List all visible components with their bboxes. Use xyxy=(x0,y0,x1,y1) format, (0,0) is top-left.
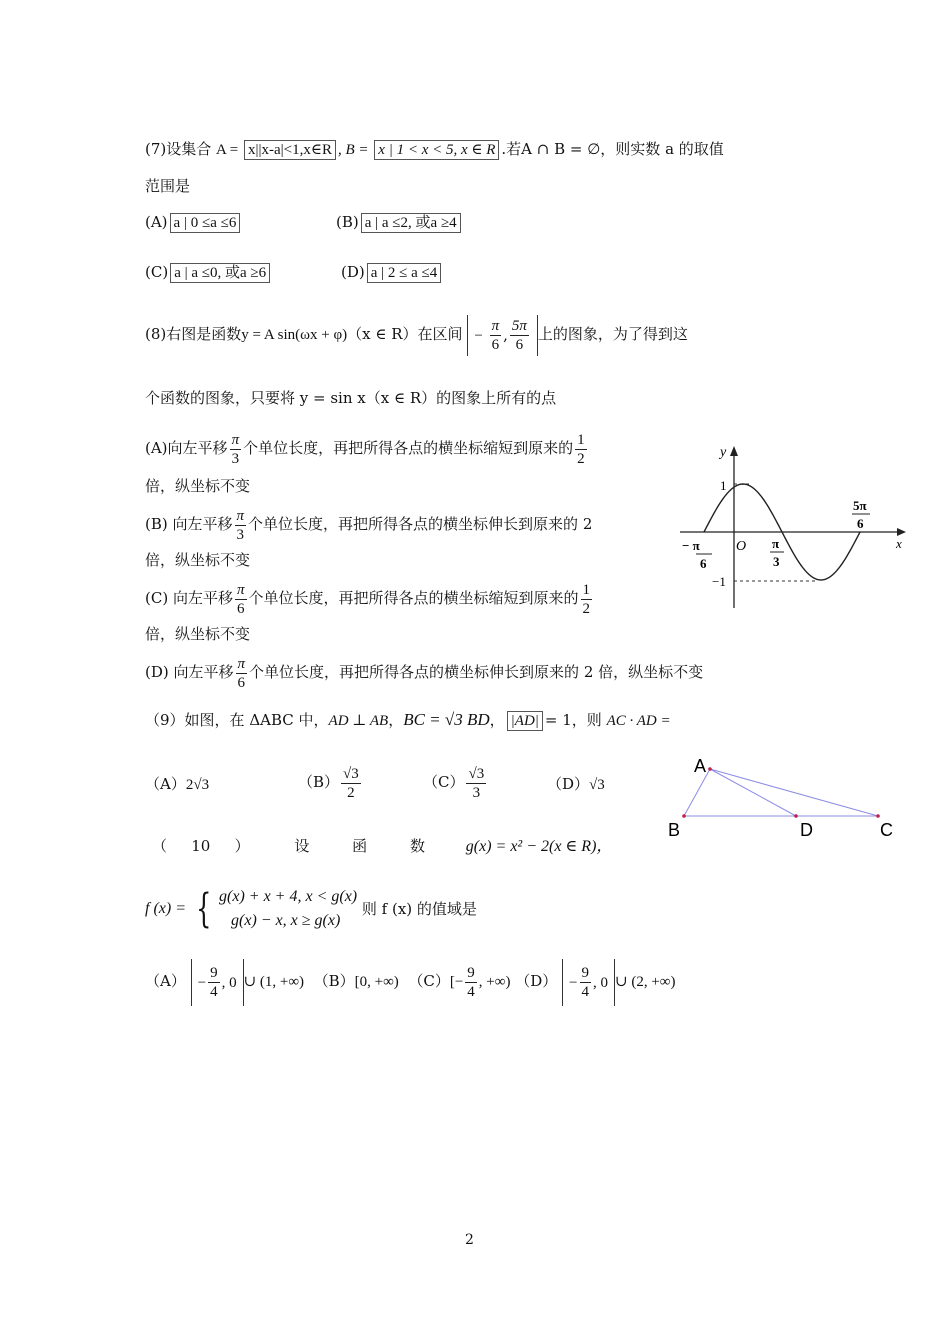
q10-option-a-union: ∪ (1, +∞) xyxy=(243,974,305,990)
triangle-figure xyxy=(664,752,904,844)
label-d: D xyxy=(800,820,813,840)
y-axis-arrow-icon xyxy=(730,446,738,456)
q10-stem xyxy=(152,836,612,857)
q10-word-2: 函 xyxy=(352,837,368,855)
q9-ask: AC · AD = xyxy=(606,713,671,729)
q8-option-c-shift: $\frac{\pi}{6}$ xyxy=(236,581,245,617)
label-a: A xyxy=(694,756,707,776)
q9-option-b xyxy=(298,762,363,802)
q8-option-a-pre: 向左平移 xyxy=(167,439,228,457)
q9-cond-bc: BC = √3 BD xyxy=(403,710,490,729)
q10-option-a-interval: − $\frac{9}{4}$ , 0 xyxy=(191,959,244,1006)
q10-f-definition xyxy=(145,880,477,937)
point-c xyxy=(876,814,880,818)
point-b xyxy=(682,814,686,818)
q7-option-c-set: a | a ≤0, 或a ≥6 xyxy=(170,263,270,283)
q9-cond-perp: AD ⊥ AB xyxy=(328,713,389,729)
q10-paren-right: ） xyxy=(234,837,250,855)
q7-stem-line2: 范围是 xyxy=(145,177,191,195)
q8-option-b-tail: 倍，纵坐标不变 xyxy=(145,551,251,569)
q9-option-a-value: 2√3 xyxy=(185,777,210,793)
q10-paren-left: （ xyxy=(152,837,168,855)
q7-stem xyxy=(145,139,724,160)
q10-piece-1: g(x) + x + 4, x < g(x) xyxy=(219,888,358,905)
point-a xyxy=(708,767,712,771)
q9-option-d-label: （D） xyxy=(547,775,590,793)
q8-option-a-label: (A) xyxy=(145,439,168,457)
tick-pi3-num: π xyxy=(772,536,780,551)
q10-g-definition: g(x) = x² − 2(x ∈ R)， xyxy=(465,838,613,855)
q9-option-d-value: √3 xyxy=(589,777,605,793)
q10-ask: 则 f (x) 的值域是 xyxy=(361,900,477,918)
y-axis-label: y xyxy=(720,445,727,460)
q7-set-a-label: A = xyxy=(216,142,243,158)
x-axis-label: x xyxy=(896,536,902,551)
q10-option-a-label: （A） xyxy=(145,972,186,990)
sine-graph-figure xyxy=(676,438,912,614)
q10-f-lhs: f (x) = xyxy=(145,900,186,917)
label-b: B xyxy=(668,820,681,840)
q10-number: 10 xyxy=(191,837,211,855)
q8-domain: （x ∈ R）在区间 xyxy=(347,325,463,343)
q9-option-d xyxy=(547,764,605,805)
q9-cond-ad: |AD| xyxy=(507,711,543,731)
q7-number: (7) xyxy=(145,140,167,158)
q10-word-1: 设 xyxy=(294,837,310,855)
q10-option-c-label: （C） xyxy=(408,972,450,990)
q8-option-b xyxy=(145,504,592,544)
q10-option-c-post: , +∞) xyxy=(478,974,511,990)
segment-ad xyxy=(710,769,796,816)
q7-option-d-label: (D) xyxy=(341,263,365,281)
q10-option-b-value: [0, +∞) xyxy=(354,974,399,990)
q10-brace: { xyxy=(195,886,212,932)
q8-option-d xyxy=(145,652,703,692)
q8-option-b-pre: 向左平移 xyxy=(172,515,233,533)
q9-option-b-label: （B） xyxy=(298,773,340,791)
q7-option-a xyxy=(145,212,242,233)
point-d xyxy=(794,814,798,818)
q8-option-c-half: $\frac{1}{2}$ xyxy=(582,581,591,617)
tick-neg-pi6-num: − π xyxy=(682,538,700,553)
q7-set-b-label: , B = xyxy=(338,142,373,158)
q8-option-b-label: (B) xyxy=(145,515,168,533)
segment-ac xyxy=(710,769,878,816)
x-axis-arrow-icon xyxy=(897,528,906,536)
q8-text-post: 上的图象，为了得到这 xyxy=(537,325,688,343)
q8-option-a-half: $\frac{1}{2}$ xyxy=(577,431,585,467)
q8-option-d-pre: 向左平移 xyxy=(173,663,234,681)
q8-option-c-pre: 向左平移 xyxy=(172,589,233,607)
q8-number: (8) xyxy=(145,325,167,343)
q8-option-c-tail: 倍，纵坐标不变 xyxy=(145,625,251,643)
q7-option-c-label: (C) xyxy=(145,263,169,281)
q7-option-b xyxy=(336,212,463,233)
q10-option-d-union: ∪ (2, +∞) xyxy=(615,974,676,990)
tick-one-label: 1 xyxy=(720,478,727,493)
q7-option-d xyxy=(341,262,443,283)
origin-label: O xyxy=(736,539,747,554)
q8-option-d-label: (D) xyxy=(145,663,169,681)
q9-option-c xyxy=(423,762,488,802)
q8-stem-line2: 个函数的图象，只要将 y = sin x（x ∈ R）的图象上所有的点 xyxy=(145,389,557,407)
q9-cond-ad-post: = 1，则 xyxy=(544,711,602,729)
q7-option-d-set: a | 2 ≤ a ≤4 xyxy=(367,263,442,283)
tick-5pi6-num: 5π xyxy=(853,498,867,513)
q7-text: 设集合 xyxy=(166,140,212,158)
q7-set-a: x||x-a|<1,x∈R xyxy=(244,140,336,160)
q9-options xyxy=(145,764,209,805)
q8-interval: − $\frac{\pi}{6}$ , $\frac{5\pi}{6}$ xyxy=(467,315,538,356)
q8-interval-high: $\frac{5\pi}{6}$ xyxy=(511,318,527,353)
q8-option-c-mid: 个单位长度，再把所得各点的横坐标缩短到原来的 xyxy=(248,589,579,607)
q8-option-d-mid: 个单位长度，再把所得各点的横坐标伸长到原来的 2 倍，纵坐标不变 xyxy=(249,663,704,681)
q8-option-a-mid: 个单位长度，再把所得各点的横坐标缩短到原来的 xyxy=(243,439,574,457)
q9-option-b-value: $\frac{√3}{2}$ xyxy=(343,765,359,801)
q8-option-b-shift: $\frac{\pi}{3}$ xyxy=(236,507,245,543)
q10-options xyxy=(145,958,675,1006)
page-number: 2 xyxy=(465,1232,474,1248)
tick-neg-pi6-den: 6 xyxy=(700,556,707,571)
q7-set-b: x | 1 < x < 5, x ∈ R xyxy=(374,140,499,160)
q8-option-d-shift: $\frac{\pi}{6}$ xyxy=(237,655,246,691)
q8-option-c-label: (C) xyxy=(145,589,169,607)
q8-function: y = A sin(ωx + φ) xyxy=(241,327,348,343)
tick-neg-one-label: −1 xyxy=(712,574,726,589)
q10-piece-2: g(x) − x, x ≥ g(x) xyxy=(231,912,341,929)
q9-number: （9） xyxy=(145,711,185,729)
q8-option-c xyxy=(145,578,594,618)
q9-option-c-value: $\frac{√3}{3}$ xyxy=(468,765,485,801)
q10-option-d-label: （D） xyxy=(515,972,558,990)
q9-stem: （9）如图，在 ΔABC 中，AD ⊥ AB，BC = √3 BD， |AD| = 1，则 AC · AD = xyxy=(145,710,671,729)
q10-option-c-pre: [− xyxy=(449,974,464,990)
q7-option-b-set: a | a ≤2, 或a ≥4 xyxy=(361,213,461,233)
tick-5pi6-den: 6 xyxy=(857,516,864,531)
q9-text: 如图，在 ΔABC 中， xyxy=(184,711,329,729)
tick-pi3-den: 3 xyxy=(773,554,780,569)
q9-option-a-label: （A） xyxy=(145,775,186,793)
q8-option-a-tail: 倍，纵坐标不变 xyxy=(145,477,251,495)
q7-option-a-label: (A) xyxy=(145,213,168,231)
q10-pieces xyxy=(219,885,357,933)
q7-option-c xyxy=(145,262,272,283)
label-c: C xyxy=(880,820,893,840)
q10-word-3: 数 xyxy=(409,837,425,855)
q8-stem xyxy=(145,314,688,356)
q8-option-b-mid: 个单位长度，再把所得各点的横坐标伸长到原来的 2 xyxy=(248,515,593,533)
q10-option-b-label: （B） xyxy=(313,972,355,990)
q7-option-b-label: (B) xyxy=(336,213,359,231)
q9-option-c-label: （C） xyxy=(423,773,465,791)
q8-text: 右图是函数 xyxy=(166,325,242,343)
q10-option-d-interval: − $\frac{9}{4}$ , 0 xyxy=(562,959,615,1006)
q10-option-c-frac: $\frac{9}{4}$ xyxy=(467,964,475,1000)
q8-option-a xyxy=(145,428,589,468)
q8-option-a-shift: $\frac{\pi}{3}$ xyxy=(231,431,240,467)
q8-interval-low: $\frac{\pi}{6}$ xyxy=(491,318,500,353)
q7-option-a-set: a | 0 ≤a ≤6 xyxy=(170,213,241,233)
q7-condition: .若A ∩ B = ∅，则实数 a 的取值 xyxy=(501,140,724,158)
segment-ab xyxy=(684,769,710,816)
